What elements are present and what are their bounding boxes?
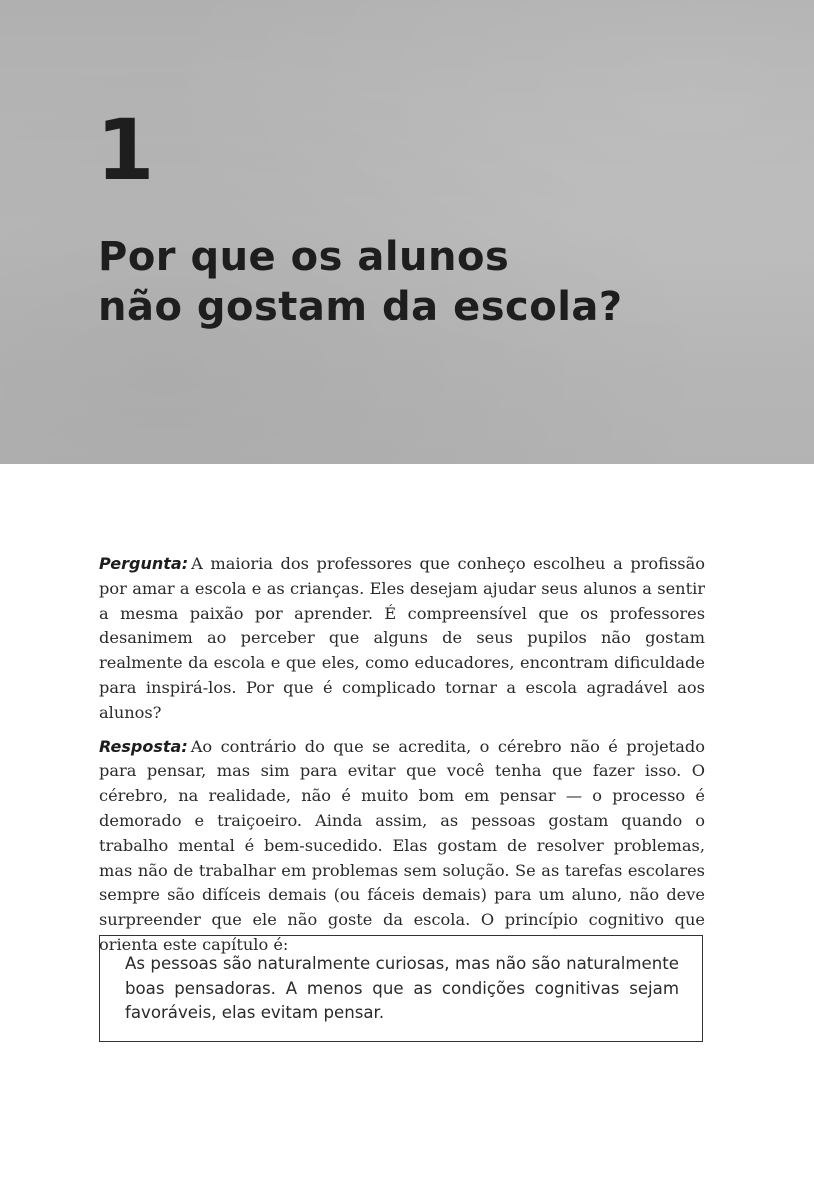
question-paragraph xyxy=(99,552,705,726)
chapter-title xyxy=(98,232,738,332)
chapter-title-line-2: não gostam da escola? xyxy=(98,284,623,330)
chapter-title-line-1: Por que os alunos xyxy=(98,234,510,280)
question-text: A maioria dos professores que conheço escolheu a profissão por amar a escola e as crianças. Eles desejam ajudar seus alunos a sentir a mesma paixão por aprender. É compreensível que os professores desanimem ao perceber que alguns de seus pupilos não gostam realmente da escola e que eles, como educadores, encontram dificuldade para inspirá-los. Por que é complicado tornar a escola agradável aos alunos? xyxy=(99,554,705,722)
question-label: Pergunta: xyxy=(99,554,189,573)
answer-paragraph xyxy=(99,735,705,958)
chapter-number: 1 xyxy=(96,101,153,199)
answer-text: Ao contrário do que se acredita, o cérebro não é projetado para pensar, mas sim para evitar que você tenha que fazer isso. O cérebro, na realidade, não é muito bom em pensar — o processo é demorado e traiçoeiro. Ainda assim, as pessoas gostam quando o trabalho mental é bem-sucedido. Elas gostam de resolver problemas, mas não de trabalhar em problemas sem solução. Se as tarefas escolares sempre são difíceis demais (ou fáceis demais) para um aluno, não deve surpreender que ele não goste da escola. O princípio cognitivo que orienta este capítulo é: xyxy=(99,736,705,954)
chapter-header-band xyxy=(0,0,814,464)
answer-label: Resposta: xyxy=(99,736,188,756)
cognitive-principle-text: As pessoas são naturalmente curiosas, mas não são naturalmente boas pensadoras. A menos que as condições cognitivas sejam favoráveis, elas evitam pensar. xyxy=(125,954,679,1022)
chapter-body xyxy=(99,552,705,967)
cognitive-principle-box xyxy=(99,935,703,1042)
